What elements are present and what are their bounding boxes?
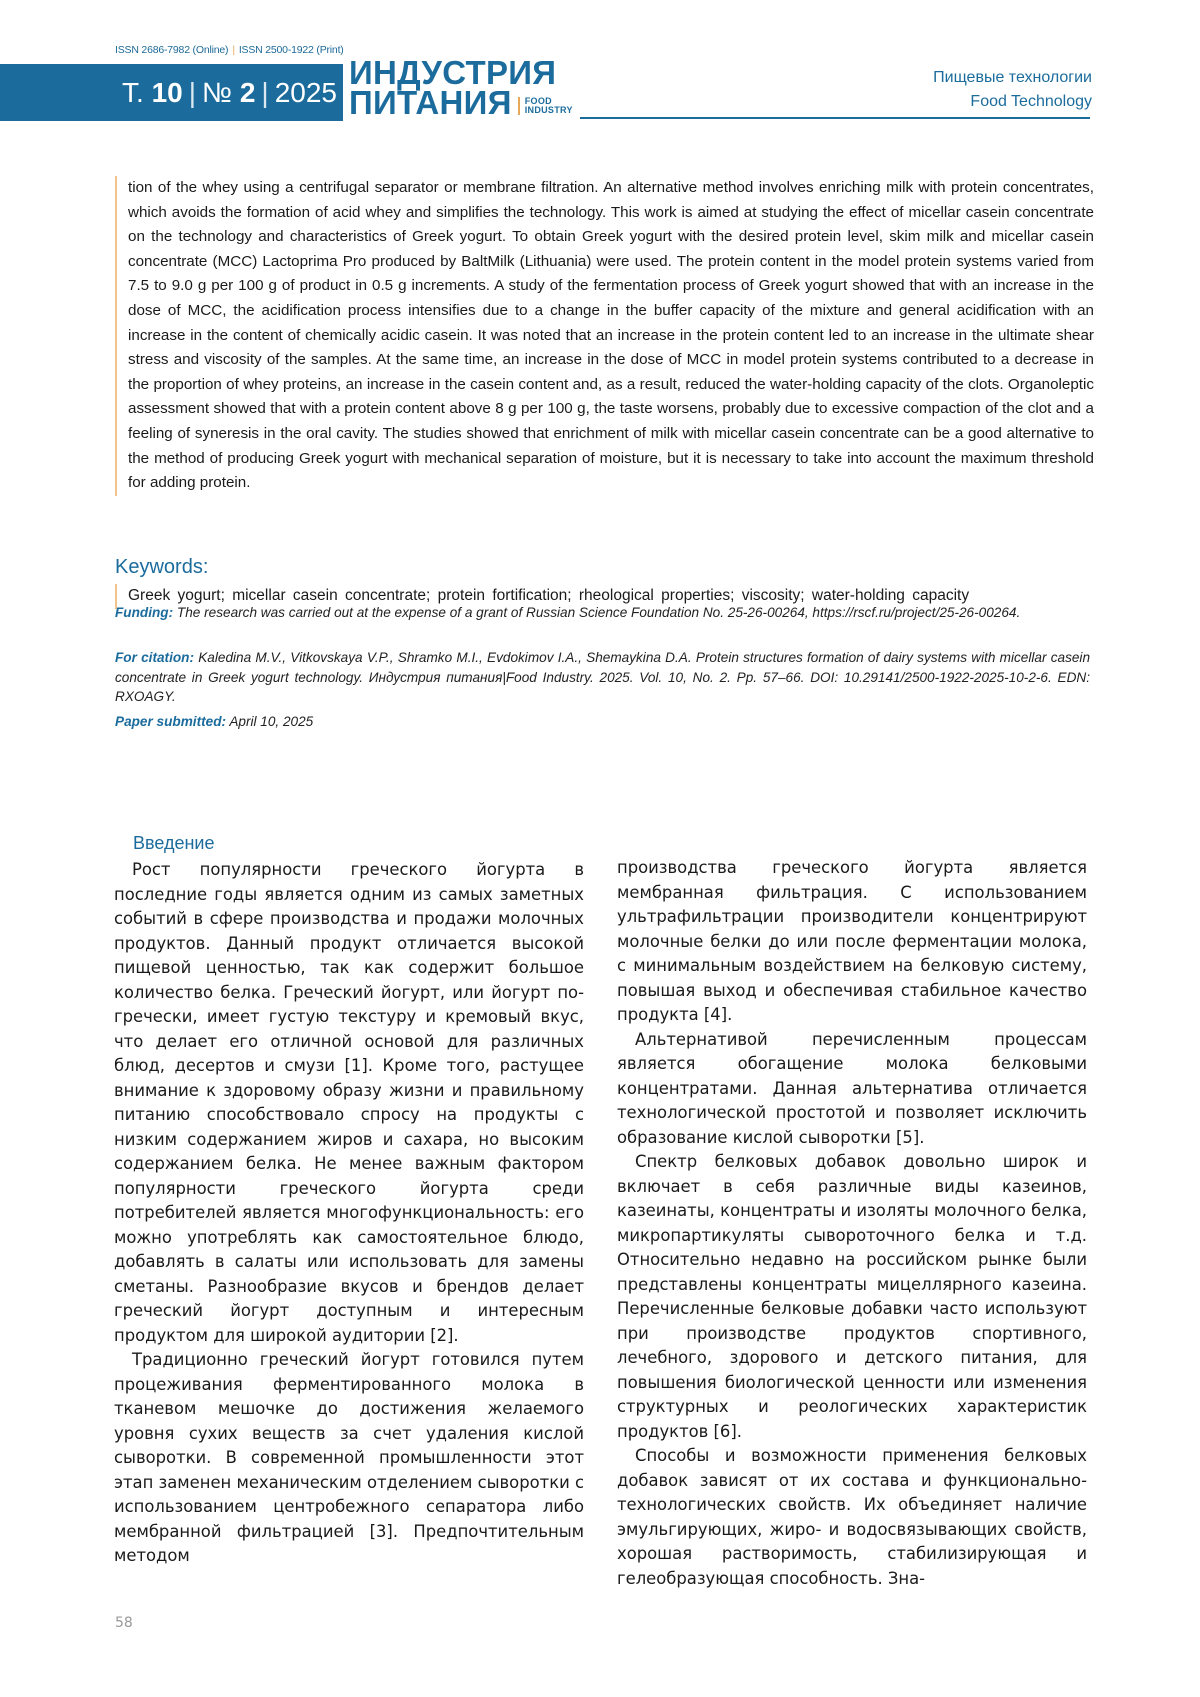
number-prefix: № xyxy=(202,76,233,108)
keywords-title: Keywords: xyxy=(115,556,209,578)
body-column-right xyxy=(617,856,1087,1591)
citation-label: For citation: xyxy=(115,650,194,665)
section-en: Food Technology xyxy=(970,93,1092,110)
issn-print: ISSN 2500-1922 (Print) xyxy=(238,44,344,56)
header-rule xyxy=(580,117,1090,119)
issn-line xyxy=(115,44,344,56)
paragraph: Альтернативой перечисленным процессам является обогащение молока белковыми концентратами. Данная альтернатива отличается технологической простотой и позволяет исключить образование кислой сыворотки [5]. xyxy=(617,1029,1087,1147)
journal-title-line2: ПИТАНИЯ xyxy=(349,84,512,121)
funding-label: Funding: xyxy=(115,605,174,620)
paragraph: Рост популярности греческого йогурта в последние годы является одним из самых заметных событий в сфере производства и продажи молочных продуктов. Данный продукт отличается высокой пищевой ценностью, так как содержит большое количество белка. Греческий йогурт, или йогурт по-гречески, имеет густую текстуру и кремовый вкус, что делает его отличной основой для различных блюд, десертов и смузи [1]. Кроме того, растущее внимание к здоровому образу жизни и правильному питанию способствовало спросу на продукты с низким содержанием жиров и сахара, но высоким содержанием белка. Не менее важным фактором популярности греческого йогурта среди потребителей является многофункциональность: его можно употреблять как самостоятельное блюдо, добавлять в салаты или использовать для замены сметаны. Разнообразие вкусов и брендов делает греческий йогурт доступным и интересным продуктом для широкой аудитории [2]. xyxy=(114,860,584,1345)
paragraph: Традиционно греческий йогурт готовился путем процеживания ферментированного молока в тканевом мешочке до достижения желаемого уровня сухих веществ за счет удаления кислой сыворотки. В современной промышленности этот этап заменен механическим отделением сыворотки с использованием центробежного сепаратора либо мембранной фильтрацией [3]. Предпочтительным методом xyxy=(114,1350,584,1565)
banner-divider: | xyxy=(261,76,269,108)
paragraph: производства греческого йогурта является мембранная фильтрация. С использованием ультрафильтрации производители концентрируют молочные белки до или после ферментации молока, с минимальным воздействием на белковую систему, повышая выход и обеспечивая стабильное качество продукта [4]. xyxy=(617,858,1087,1024)
paragraph: Спектр белковых добавок довольно широк и включает в себя различные виды казеинов, казеинаты, концентраты и изоляты молочного белка, микропартикуляты сывороточного белка и т.д. Относительно недавно на российском рынке были представлены концентраты мицеллярного казеина. Перечисленные белковые добавки часто используют при производстве продуктов спортивного, лечебного, здорового и детского питания, для повышения биологической ценности или изменения структурных и реологических характеристик продуктов [6]. xyxy=(617,1152,1087,1441)
citation-note xyxy=(115,648,1090,707)
issue-banner xyxy=(0,64,343,121)
paragraph: Способы и возможности применения белковых добавок зависят от их состава и функционально-технологических свойств. Их объединяет наличие эмульгирующих, жиро- и водосвязывающих свойств, хорошая растворимость, стабилизирующая и гелеобразующая способность. Зна- xyxy=(617,1446,1087,1588)
issn-separator: | xyxy=(232,44,235,56)
page-number: 58 xyxy=(115,1615,133,1631)
section-ru: Пищевые технологии xyxy=(933,69,1092,86)
submission-note xyxy=(115,712,1090,732)
citation-text: Kaledina M.V., Vitkovskaya V.P., Shramko M.I., Evdokimov I.A., Shemaykina D.A. Protein structures formation of dairy systems with micellar casein concentrate in Greek yogurt technology. Индустрия питания|Food Industry. 2025. Vol. 10, No. 2. Pp. 57–66. DOI: 10.29141/2500-1922-2025-10-2-6. EDN: RXOAGY. xyxy=(115,650,1091,704)
volume-number: 10 xyxy=(151,76,183,108)
issn-online: ISSN 2686-7982 (Online) xyxy=(115,44,229,56)
issue-year: 2025 xyxy=(274,76,337,108)
issue-number: 2 xyxy=(239,76,256,108)
keywords-list: Greek yogurt; micellar casein concentrate; protein fortification; rheological properties; viscosity; water-holding capacity xyxy=(115,584,1094,609)
body-column-left xyxy=(114,858,584,1569)
journal-title-line1: ИНДУСТРИЯ xyxy=(349,54,557,91)
journal-title-en-line1: FOOD xyxy=(524,96,552,106)
submitted-date: April 10, 2025 xyxy=(229,714,314,729)
journal-title-en xyxy=(518,97,573,115)
abstract-text: tion of the whey using a centrifugal separator or membrane filtration. An alternative method involves enriching milk with protein concentrates, which avoids the formation of acid whey and simplifies the technology. This work is aimed at studying the effect of micellar casein concentrate on the technology and characteristics of Greek yogurt. To obtain Greek yogurt with the desired protein level, skim milk and micellar casein concentrate (MCC) Lactoprima Pro produced by BaltMilk (Lithuania) were used. The protein content in the model protein systems varied from 7.5 to 9.0 g per 100 g of product in 0.5 g increments. A study of the fermentation process of Greek yogurt showed that with an increase in the dose of MCC, the acidification process intensifies due to a change in the buffer capacity of the mixture and general acidification with an increase in the content of chemically acidic casein. It was noted that an increase in the protein content led to an increase in the ultimate shear stress and viscosity of the samples. At the same time, an increase in the dose of MCC in model protein systems contributed to a decrease in the proportion of whey proteins, an increase in the casein content and, as a result, reduced the water-holding capacity of the clots. Organoleptic assessment showed that with a protein content above 8 g per 100 g, the taste worsens, probably due to excessive compaction of the clot and a feeling of syneresis in the oral cavity. The studies showed that enrichment of milk with micellar casein concentrate can be a good alternative to the method of producing Greek yogurt with mechanical separation of moisture, but it is necessary to take into account the maximum threshold for adding protein. xyxy=(115,176,1094,496)
journal-title-en-line2: INDUSTRY xyxy=(524,105,573,115)
funding-note xyxy=(115,603,1090,623)
introduction-heading: Введение xyxy=(133,833,215,853)
journal-logo xyxy=(349,54,573,121)
funding-text: The research was carried out at the expense of a grant of Russian Science Foundation No. 25-26-00264, https://rscf.ru/project/25-26-00264. xyxy=(176,605,1021,620)
section-label xyxy=(933,66,1092,114)
submitted-label: Paper submitted: xyxy=(115,714,227,729)
volume-prefix: Т. xyxy=(122,76,144,108)
banner-divider: | xyxy=(188,76,197,108)
